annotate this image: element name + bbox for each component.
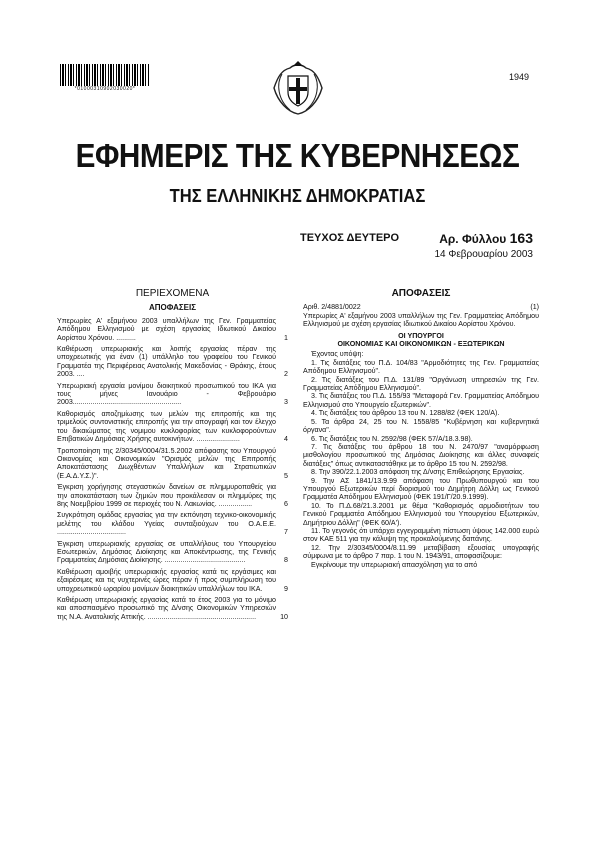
decision-paragraph: 4. Τις διατάξεις του άρθρου 13 του Ν. 1288/82 (ΦΕΚ 120/Α). [311, 409, 500, 418]
toc-item-page: 4 [284, 435, 288, 444]
decision-ref-index: (1) [530, 303, 539, 312]
toc-item-page: 6 [284, 499, 288, 508]
issue-label: ΤΕΥΧΟΣ ΔΕΥΤΕΡΟ [300, 232, 400, 244]
toc-heading: ΠΕΡΙΕΧΟΜΕΝΑ [135, 288, 210, 299]
decision-paragraph: 2. Τις διατάξεις του Π.Δ. 131/89 "Οργάνωση υπηρεσιών της Γεν. Γραμματείας Απόδημου Ελληνισμού". [303, 375, 539, 393]
decision-paragraph: 11. Το γεγονός ότι υπάρχει εγγεγραμμένη πίστωση ύψους 142.000 ευρώ στον ΚΑΕ 511 για την κάλυψη της προκαλούμενης δαπάνης. [303, 526, 539, 544]
ministers-line-2: ΟΙΚΟΝΟΜΙΑΣ ΚΑΙ ΟΙΚΟΝΟΜΙΚΩΝ - ΕΞΩΤΕΡΙΚΩΝ [337, 340, 505, 349]
toc-item-text: Καθιέρωση υπερωριακής εργασίας κατά το έτος 2003 για το μόνιμο και αποσπασμένο προσωπικό της Δ/νσης Οικονομικών Υπηρεσιών της Ν.Α. Ανατολικής Αττικής. ....................................................... [57, 596, 276, 621]
decision-paragraph: 3. Τις διατάξεις του Π.Δ. 155/93 "Μεταφορά Γεν. Γραμματείας Απόδημου Ελληνισμού στο Υπουργείο εξωτερικών". [303, 392, 539, 409]
toc-item-text: Καθιέρωση υπερωριακής και λοιπής εργασίας πέραν της υποχρεωτικής για έναν (1) υπάλληλο του γραφείου του Γενικού Γραμματέα της Περιφέρειας Ανατολικής Μακεδονίας - Θράκης, έτους 2003. .... [57, 345, 276, 379]
toc-item-page: 3 [284, 398, 288, 407]
toc-item [57, 382, 288, 407]
toc-item-page: 7 [284, 528, 288, 537]
toc-item-text: Καθορισμός αποζημίωσης των μελών της επιτροπής και της τριμελούς συντονιστικής επιτροπής για την απογραφή και τον έλεγχο του δικαιώματος της νομιμου κυκλοφορίας των κυκλοφορούντων Επιβατικών Δημόσιας Χρήσης αυτοκινήτων. ...................... [57, 409, 276, 444]
toc-item [57, 410, 288, 444]
decision-paragraph: 1. Τις διατάξεις του Π.Δ. 104/83 "Αρμοδιότητες της Γεν. Γραμματείας Απόδημου Ελληνισμού". [303, 358, 539, 376]
decision-paragraph: Εγκρίνουμε την υπερωριακή απασχόληση για το από [311, 560, 478, 569]
toc-section-heading: ΑΠΟΦΑΣΕΙΣ [148, 303, 197, 313]
decision-ref-number: Αριθ. 2/4881/0022 [303, 303, 361, 312]
toc-item-page: 2 [284, 370, 288, 379]
decision-paragraph: 7. Τις διατάξεις του άρθρου 18 του Ν. 2470/97 "αναμόρφωση μισθολογίου προσωπικού της Δημόσιας Διοίκησης και άλλες συναφείς διατάξεις" όπως αντικαταστάθηκε με το άρθρο 15 του Ν. 2592/98. [303, 442, 539, 468]
table-of-contents [57, 290, 288, 624]
toc-item-page: 5 [284, 471, 288, 480]
toc-item-page: 1 [284, 333, 288, 342]
page-number: 1949 [508, 72, 529, 82]
sheet-number: 163 [509, 230, 533, 246]
toc-item-text: Καθιέρωση αμοιβής υπερωριακής εργασίας κατά τις εργάσιμες και εξαιρέσιμες και τις νυχτερινές ώρες πέραν ή προς συμπλήρωση του υποχρεωτικού ωραρίου μονίμων διοικητικών υπαλλήλων του ΙΚΑ. [57, 567, 276, 593]
ministers-heading [303, 332, 539, 349]
toc-item-page: 9 [284, 584, 288, 593]
decision-paragraph: 5. Τα άρθρα 24, 25 του Ν. 1558/85 "Κυβέρνηση και κυβερνητικά όργανα". [303, 417, 539, 435]
gazette-subtitle: ΤΗΣ ΕΛΛΗΝΙΚΗΣ ΔΗΜΟΚΡΑΤΙΑΣ [169, 186, 426, 206]
toc-item-text: Έγκριση υπερωριακής εργασίας σε υπαλλήλους του Υπουργείου Εσωτερικών, Δημόσιας Διοίκησης και Αποκέντρωσης, της Γενικής Γραμματείας Δημόσιας Διοίκησης. ......................................... [57, 539, 276, 565]
toc-item [57, 568, 288, 593]
toc-item [57, 596, 288, 621]
toc-item [57, 447, 288, 481]
decision-paragraph: 9. Την ΑΣ 1841/13.9.99 απόφαση του Πρωθυπουργού και του Υπουργού Εξωτερικών περί διορισμού του Δημήτρη Δόλλη ως Γενικού Γραμματέα Απόδημου Ελληνισμού (ΦΕΚ 191/Γ/20.9.1999). [303, 476, 539, 502]
toc-item-text: Έγκριση χορήγησης στεγαστικών δανείων σε πλημμυροπαθείς για την αποκατάσταση των ζημιών που προκάλεσαν οι πλημμύρες της 8ης Νοεμβρίου 1999 σε περιοχές του Ν. Λακωνίας. ................. [57, 483, 276, 508]
decision-paragraph: 10. Το Π.Δ.68/21.3.2001 με θέμα "Καθορισμός αρμοδιοτήτων του Γενικού Γραμματέα Απόδημου Ελληνισμού του Υπουργείου Εξωτερικών, Δημήτριου Δόλλη" (ΦΕΚ 60/Α'). [303, 501, 539, 527]
barcode-number: *01000310902030020* [74, 86, 136, 92]
decision-intro: Έχοντας υπόψη: [311, 350, 364, 359]
decision-paragraph: 8. Την 390/22.1.2003 απόφαση της Δ/νσης Επιθεώρησης Εργασίας. [311, 468, 525, 477]
sheet-number-label [439, 230, 533, 246]
gazette-title: ΕΦΗΜΕΡΙΣ ΤΗΣ ΚΥΒΕΡΝΗΣΕΩΣ [75, 137, 520, 174]
toc-item [57, 345, 288, 379]
decision-paragraph: 12. Την 2/30345/0004/8.11.99 μεταβίβαση εξουσίας υπογραφής σύμφωνα με το άρθρο 7 παρ. 1 του Ν. 1943/91, αποφασίζουμε: [303, 543, 539, 561]
toc-item-page: 10 [280, 612, 288, 621]
decisions-heading: ΑΠΟΦΑΣΕΙΣ [391, 288, 451, 299]
toc-item-text: Τροποποίηση της 2/30345/0004/31.5.2002 απόφασης του Υπουργού Οικονομίας και Οικονομικών "Ορισμός μελών της Επιτροπής Αποκατάστασης Διωχθέντων Υπαλλήλων και Στρατιωτικών (Ε.Α.Δ.Υ.Σ.)". [57, 446, 276, 480]
toc-item-text: Υπερωρίες Α' εξαμήνου 2003 υπαλλήλων της Γεν. Γραμματείας Απόδημου Ελληνισμού με σχέση εργασίας Ιδιωτικού Δικαίου Αορίστου Χρόνου. .......... [57, 316, 276, 342]
toc-item [57, 317, 288, 342]
sheet-label-text: Αρ. Φύλλου [439, 232, 507, 246]
toc-item-text: Υπερωριακή εργασία μονίμου διοικητικού προσωπικού του ΙΚΑ για τους μήνες Ιανουάριο - Φεβρουάριο 2003....................................................... [57, 381, 276, 407]
decisions-column [303, 290, 539, 569]
toc-item [57, 483, 288, 508]
ministers-line-1: ΟΙ ΥΠΟΥΡΓΟΙ [398, 331, 444, 340]
barcode [60, 64, 150, 86]
decision-paragraphs [303, 359, 539, 569]
decision-paragraph: 6. Τις διατάξεις του Ν. 2592/98 (ΦΕΚ 57/Α/18.3.98). [311, 434, 473, 443]
toc-item [57, 511, 288, 536]
toc-list [57, 317, 288, 621]
decision-subject: Υπερωρίες Α' εξαμήνου 2003 υπαλλήλων της Γεν. Γραμματείας Απόδημου Ελληνισμού με σχέση εργασίας Ιδιωτικού Δικαίου Αορίστου Χρόνου. [303, 311, 539, 329]
toc-item-text: Συγκρότηση ομάδας εργασίας για την εκπόνηση τεχνικο-οικονομικής μελέτης του κλάδου Υγείας συνταξιούχων του Ο.Α.Ε.Ε. ................................... [57, 511, 276, 537]
decision-reference [303, 303, 539, 311]
issue-date: 14 Φεβρουαρίου 2003 [434, 249, 533, 260]
coat-of-arms-icon [268, 58, 328, 118]
toc-item-page: 8 [284, 556, 288, 565]
toc-item [57, 540, 288, 565]
